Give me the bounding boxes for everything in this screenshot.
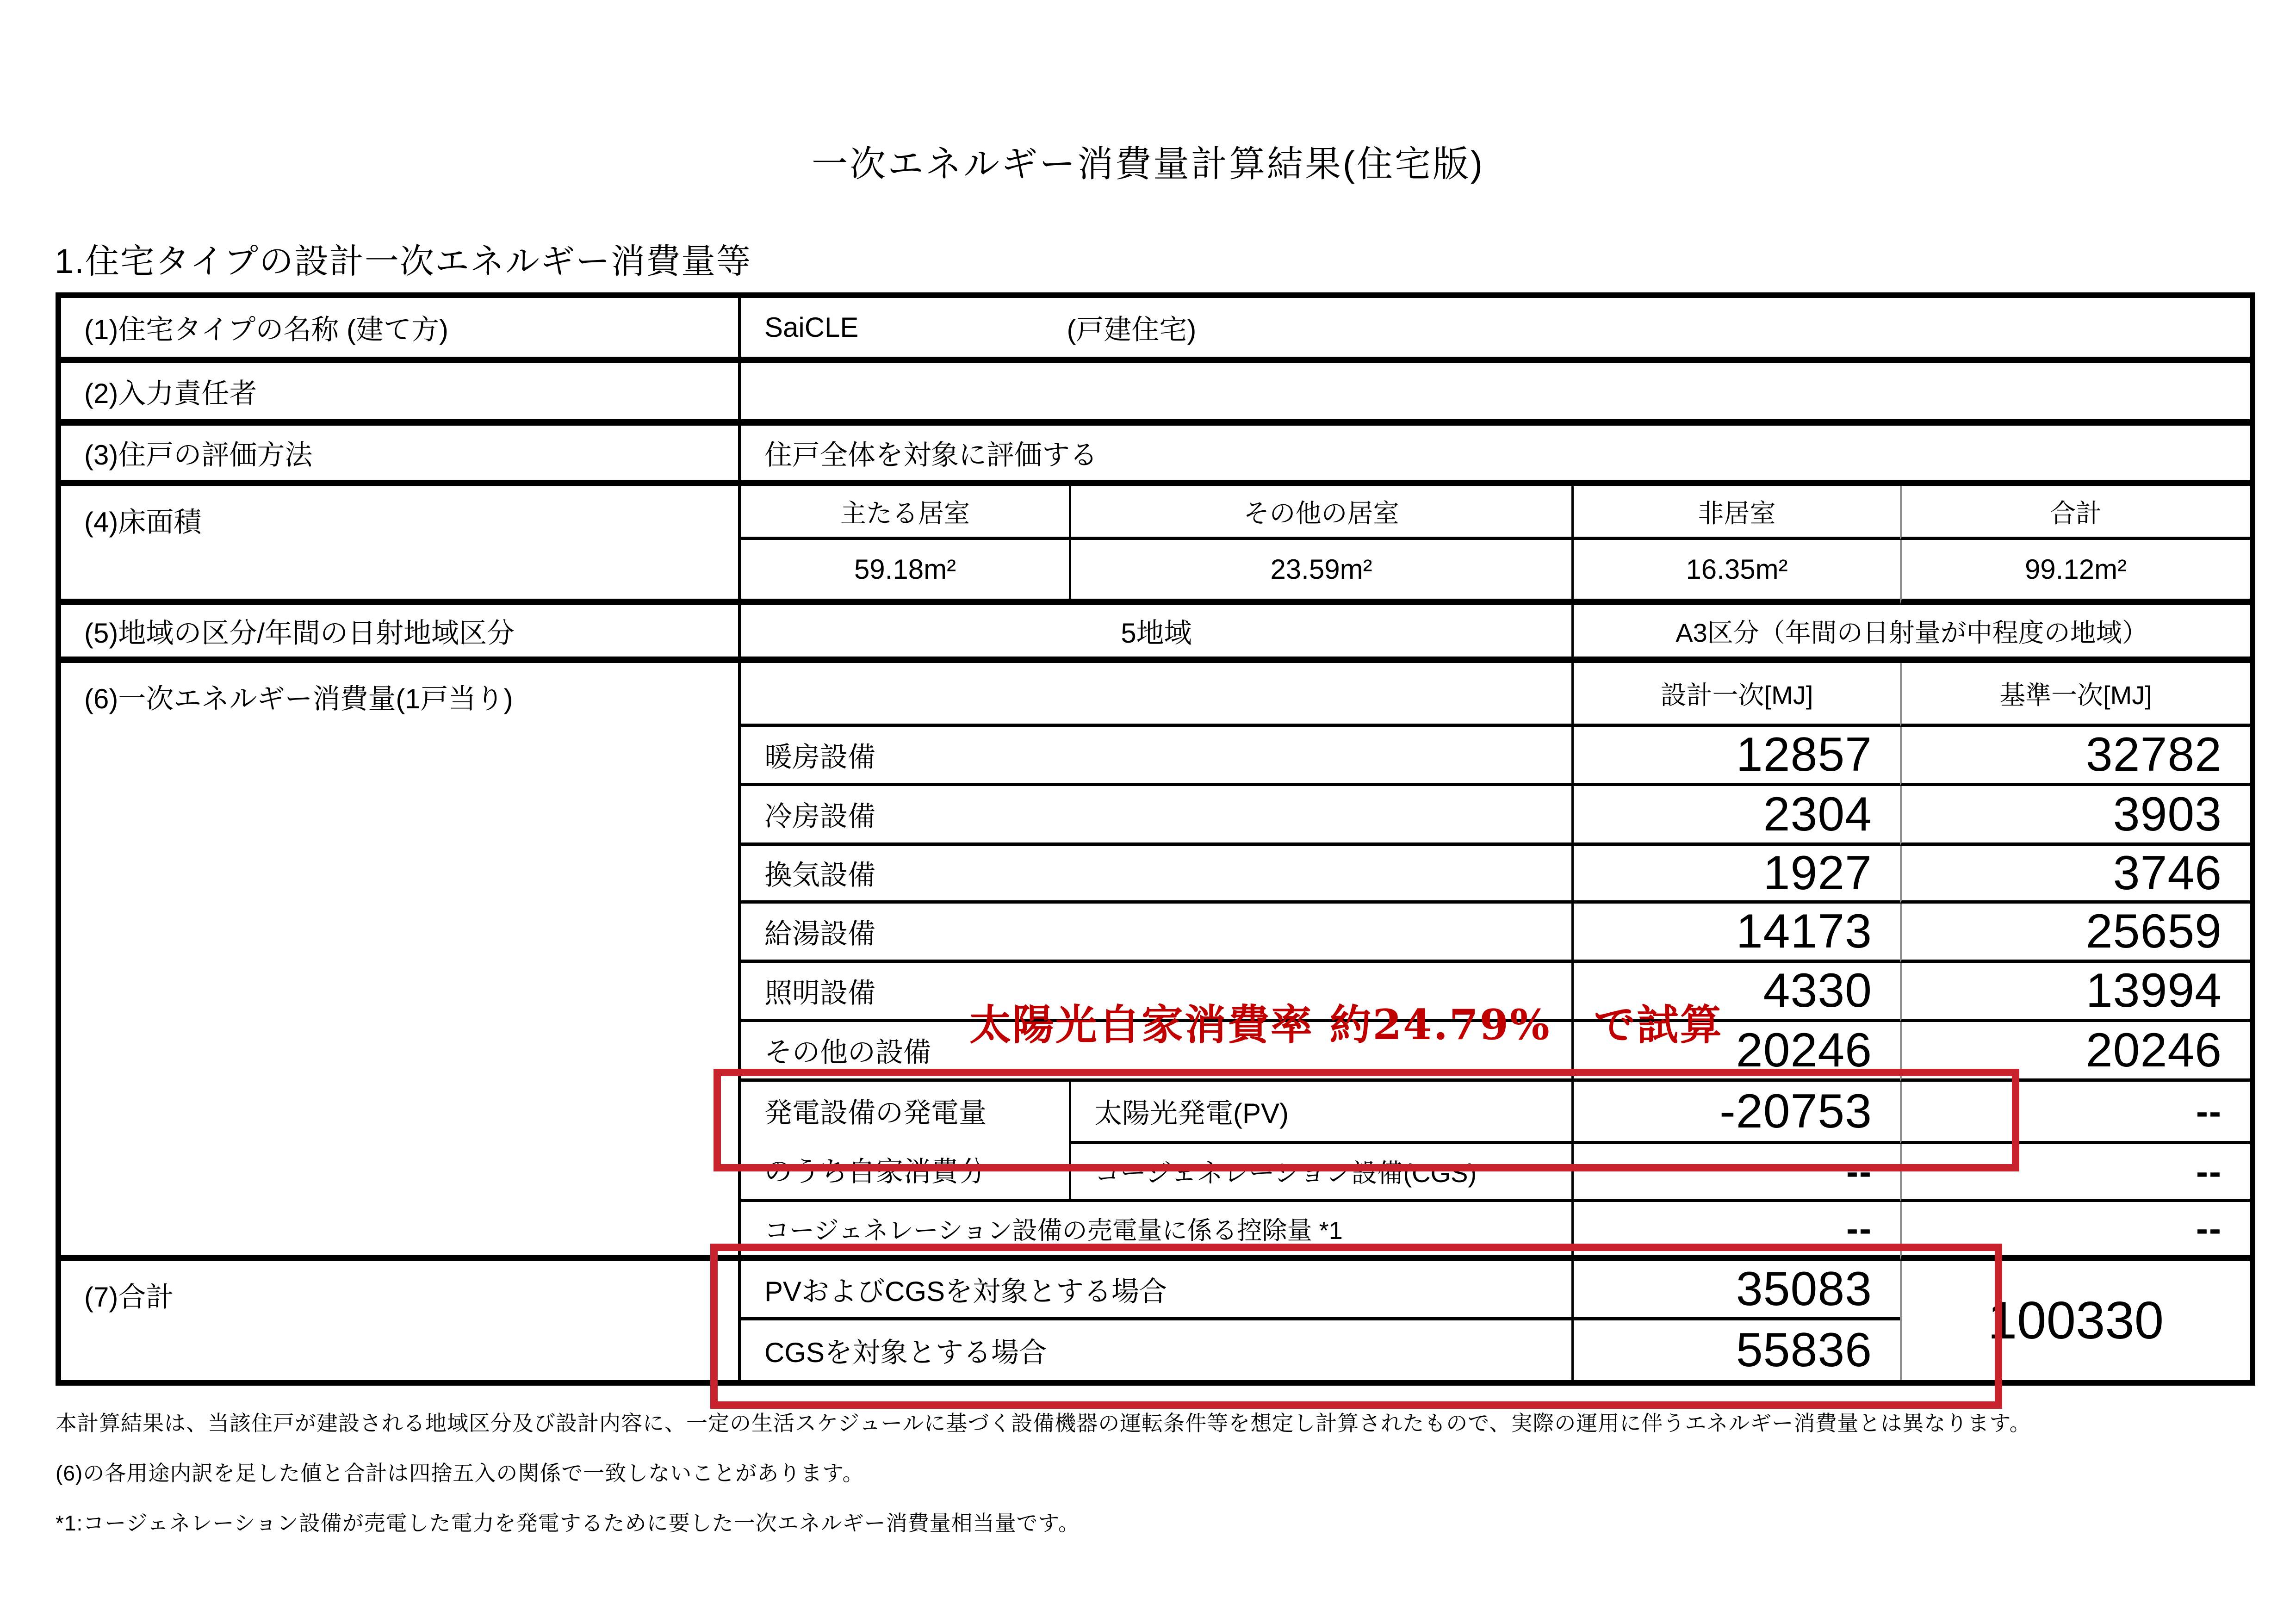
- page-title: 一次エネルギー消費量計算結果(住宅版): [812, 143, 1484, 184]
- heating-standard-value: 32782: [1900, 727, 2250, 786]
- total-pv-cgs-design-value: 35083: [1571, 1261, 1900, 1320]
- energy-result-table: [56, 292, 2255, 1386]
- evaluation-method-value: 住戸全体を対象に評価する: [738, 426, 2250, 486]
- housing-name: SaiCLE: [764, 312, 859, 343]
- input-manager-label: (2)入力責任者: [61, 363, 738, 426]
- total-pv-cgs-label: PVおよびCGSを対象とする場合: [738, 1261, 1571, 1320]
- heating-label: 暖房設備: [738, 727, 1571, 786]
- other-equipment-design-value: 20246: [1571, 1022, 1900, 1082]
- cgs-label: コージェネレーション設備(CGS): [1069, 1144, 1571, 1202]
- ventilation-design-value: 1927: [1571, 846, 1900, 904]
- generation-label-line2: のうち自家消費分: [764, 1156, 987, 1187]
- other-equipment-label: その他の設備: [738, 1022, 1571, 1082]
- total-standard-value: 100330: [1900, 1261, 2250, 1380]
- generation-label-line1: 発電設備の発電量: [764, 1097, 987, 1129]
- total-cgs-design-value: 55836: [1571, 1320, 1900, 1380]
- cgs-standard-value: --: [1900, 1144, 2250, 1202]
- ventilation-label: 換気設備: [738, 846, 1571, 904]
- section-heading: 1.住宅タイプの設計一次エネルギー消費量等: [55, 242, 752, 280]
- total-cgs-label: CGSを対象とする場合: [738, 1320, 1571, 1380]
- hot-water-standard-value: 25659: [1900, 904, 2250, 963]
- heating-design-value: 12857: [1571, 727, 1900, 786]
- lighting-design-value: 4330: [1571, 963, 1900, 1022]
- pv-standard-value: --: [1900, 1082, 2250, 1144]
- design-primary-header: 設計一次[MJ]: [1571, 663, 1900, 727]
- cgs-deduction-design-value: --: [1571, 1202, 1900, 1261]
- solar-region-value: A3区分（年間の日射量が中程度の地域）: [1571, 605, 2250, 663]
- lighting-label: 照明設備: [738, 963, 1571, 1022]
- pv-self-consumption-annotation: 太陽光自家消費率 約24.79% で試算: [969, 1000, 1723, 1049]
- lighting-standard-value: 13994: [1900, 963, 2250, 1022]
- cooling-label: 冷房設備: [738, 786, 1571, 846]
- floor-area-header-total: 合計: [1900, 486, 2250, 540]
- footnote-3: *1:コージェネレーション設備が売電した電力を発電するために要した一次エネルギー消費量相当量です。: [56, 1511, 1080, 1535]
- total-rows-highlight-box: [710, 1244, 2002, 1409]
- energy-header-spacer: [738, 663, 1571, 727]
- footnote-1: 本計算結果は、当該住戸が建設される地域区分及び設計内容に、一定の生活スケジュールに基づく設備機器の運転条件等を想定し計算されたもので、実際の運用に伴うエネルギー消費量とは異なります。: [56, 1411, 2031, 1435]
- total-label: (7)合計: [84, 1282, 174, 1313]
- floor-area-total: 99.12m²: [1900, 540, 2250, 605]
- standard-primary-header: 基準一次[MJ]: [1900, 663, 2250, 727]
- cgs-design-value: --: [1571, 1144, 1900, 1202]
- cooling-design-value: 2304: [1571, 786, 1900, 846]
- floor-area-header-main-room: 主たる居室: [738, 486, 1069, 540]
- cooling-standard-value: 3903: [1900, 786, 2250, 846]
- housing-type-name-label: (1)住宅タイプの名称 (建て方): [61, 298, 738, 363]
- floor-area-other-room: 23.59m²: [1069, 540, 1571, 605]
- floor-area-header-other-room: その他の居室: [1069, 486, 1571, 540]
- ventilation-standard-value: 3746: [1900, 846, 2250, 904]
- floor-area-label: (4)床面積: [61, 486, 738, 605]
- floor-area-non-living: 16.35m²: [1571, 540, 1900, 605]
- region-value: 5地域: [738, 605, 1571, 663]
- pv-label: 太陽光発電(PV): [1069, 1082, 1571, 1144]
- hot-water-label: 給湯設備: [738, 904, 1571, 963]
- building-type: (戸建住宅): [1067, 314, 1197, 345]
- floor-area-main-room: 59.18m²: [738, 540, 1069, 605]
- evaluation-method-label: (3)住戸の評価方法: [61, 426, 738, 486]
- pv-design-value: -20753: [1571, 1082, 1900, 1144]
- housing-type-name-cell: [738, 298, 2250, 363]
- region-label: (5)地域の区分/年間の日射地域区分: [61, 605, 738, 663]
- cgs-deduction-label: コージェネレーション設備の売電量に係る控除量 *1: [738, 1202, 1571, 1261]
- footnote-2: (6)の各用途内訳を足した値と合計は四捨五入の関係で一致しないことがあります。: [56, 1461, 864, 1485]
- hot-water-design-value: 14173: [1571, 904, 1900, 963]
- cgs-deduction-standard-value: --: [1900, 1202, 2250, 1261]
- input-manager-value: [738, 363, 2250, 426]
- other-equipment-standard-value: 20246: [1900, 1022, 2250, 1082]
- pv-row-highlight-box: [714, 1069, 2019, 1171]
- energy-consumption-label: (6)一次エネルギー消費量(1戸当り): [61, 663, 738, 1261]
- floor-area-header-non-living: 非居室: [1571, 486, 1900, 540]
